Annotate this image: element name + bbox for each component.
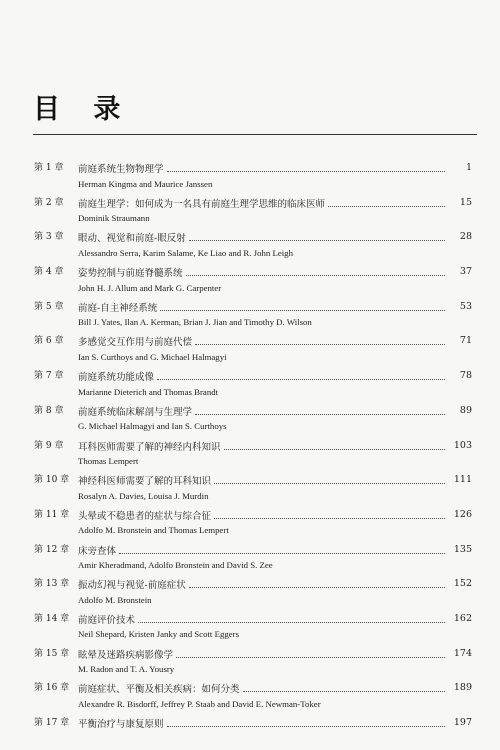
dot-leader (328, 195, 445, 207)
page-number: 197 (453, 717, 472, 728)
page-title: 目 录 (33, 94, 133, 125)
dot-leader (214, 472, 445, 484)
page-number: 103 (453, 439, 472, 451)
toc-entry[interactable] (0, 611, 500, 646)
chapter-number: 第 14 章 (34, 613, 70, 624)
chapter-title[interactable]: 前庭-自主神经系统 (78, 302, 158, 314)
toc-entry[interactable] (0, 333, 500, 368)
chapter-number: 第 16 章 (34, 683, 70, 694)
toc-entry[interactable] (0, 160, 500, 195)
chapter-authors: Marianne Dieterich and Thomas Brandt (78, 386, 219, 397)
chapter-number: 第 2 章 (34, 197, 64, 208)
chapter-authors: M. Radon and T. A. Yousry (78, 664, 175, 675)
toc-entry[interactable] (0, 472, 500, 507)
chapter-title[interactable]: 姿势控制与前庭脊髓系统 (78, 268, 183, 280)
chapter-title[interactable]: 头晕或不稳患者的症状与综合征 (78, 510, 212, 522)
dot-leader (214, 507, 445, 519)
toc-entry[interactable] (0, 646, 500, 681)
dot-leader (243, 680, 445, 692)
chapter-authors: Alessandro Serra, Karim Salame, Ke Liao and R. John Leigh (78, 247, 293, 258)
chapter-number: 第 15 章 (34, 648, 70, 659)
chapter-number: 第 12 章 (34, 544, 70, 555)
toc-entry[interactable] (0, 680, 500, 715)
title-divider (33, 134, 477, 135)
dot-leader (167, 715, 445, 727)
page-number: 15 (459, 196, 472, 208)
toc-entry[interactable] (0, 715, 500, 750)
chapter-title[interactable]: 前庭生理学：如何成为一名具有前庭生理学思维的临床医师 (78, 198, 326, 210)
chapter-authors: Dominik Straumann (78, 213, 150, 224)
dot-leader (176, 646, 445, 658)
page-number: 78 (459, 370, 472, 382)
chapter-authors: Ian S. Curthoys and G. Michael Halmagyi (78, 351, 227, 362)
page-number: 135 (453, 543, 472, 555)
page-number: 189 (453, 682, 472, 694)
page-number: 71 (459, 335, 472, 347)
chapter-authors: G. Michael Halmagyi and Ian S. Curthoys (78, 421, 227, 432)
chapter-number: 第 3 章 (34, 232, 64, 243)
chapter-title[interactable]: 神经科医师需要了解的耳科知识 (78, 476, 212, 488)
chapter-authors: Adolfo M. Bronstein (78, 594, 152, 605)
page-number: 111 (453, 474, 472, 486)
chapter-number: 第 10 章 (34, 475, 70, 486)
chapter-number: 第 9 章 (34, 440, 64, 451)
chapter-number: 第 13 章 (34, 579, 70, 590)
toc-entry[interactable] (0, 229, 500, 264)
chapter-authors: Rosalyn A. Davies, Louisa J. Murdin (78, 490, 209, 501)
chapter-number: 第 6 章 (34, 336, 64, 347)
chapter-number: 第 1 章 (34, 163, 64, 173)
dot-leader (157, 368, 445, 380)
chapter-title[interactable]: 平衡治疗与康复原则 (78, 719, 164, 730)
page-number: 37 (459, 266, 472, 278)
chapter-authors: John H. J. Allum and Mark G. Carpenter (78, 282, 222, 293)
chapter-authors: Adolfo M. Bronstein and Thomas Lempert (78, 525, 229, 536)
chapter-title[interactable]: 前庭评价技术 (78, 614, 136, 626)
chapter-number: 第 5 章 (34, 301, 64, 312)
dot-leader (195, 403, 445, 415)
toc-entry[interactable] (0, 542, 500, 577)
dot-leader (189, 576, 445, 588)
toc-entry[interactable] (0, 195, 500, 230)
chapter-title[interactable]: 前庭系统生物物理学 (78, 164, 164, 175)
chapter-authors: Amir Kheradmand, Adolfo Bronstein and David S. Zee (78, 560, 273, 571)
dot-leader (138, 611, 445, 623)
toc-entry[interactable] (0, 368, 500, 403)
page-number: 28 (459, 231, 472, 243)
dot-leader (195, 333, 445, 345)
toc-list (0, 160, 500, 750)
page-number: 89 (459, 404, 472, 416)
chapter-number: 第 8 章 (34, 405, 64, 416)
dot-leader (189, 229, 445, 241)
chapter-number: 第 7 章 (34, 371, 64, 382)
dot-leader (167, 160, 445, 172)
chapter-title[interactable]: 眩晕及迷路疾病影像学 (78, 649, 174, 661)
page-number: 53 (459, 300, 472, 312)
page-number: 126 (453, 508, 472, 520)
toc-entry[interactable] (0, 438, 500, 473)
chapter-title[interactable]: 前庭系统功能成像 (78, 372, 155, 384)
chapter-authors: Thomas Lempert (78, 456, 139, 466)
page-number: 162 (453, 612, 472, 624)
dot-leader (186, 264, 445, 276)
chapter-authors: Herman Kingma and Maurice Janssen (78, 178, 213, 189)
page-number: 1 (465, 162, 472, 173)
toc-entry[interactable] (0, 299, 500, 334)
chapter-title[interactable]: 振动幻视与视觉-前庭症状 (78, 580, 186, 592)
chapter-title[interactable]: 前庭系统临床解剖与生理学 (78, 406, 193, 418)
chapter-title[interactable]: 前庭症状、平衡及相关疾病：如何分类 (78, 684, 240, 696)
chapter-title[interactable]: 多感觉交互作用与前庭代偿 (78, 337, 193, 349)
chapter-authors: Neil Shepard, Kristen Janky and Scott Eggers (78, 629, 239, 640)
chapter-number: 第 11 章 (34, 509, 70, 520)
chapter-number: 第 4 章 (34, 267, 64, 278)
chapter-authors: Bill J. Yates, Ilan A. Kerman, Brian J. Jian and Timothy D. Wilson (78, 317, 312, 328)
chapter-title[interactable]: 耳科医师需要了解的神经内科知识 (78, 441, 221, 453)
chapter-title[interactable]: 床旁查体 (78, 545, 117, 557)
toc-entry[interactable] (0, 507, 500, 542)
dot-leader (224, 438, 445, 450)
toc-entry[interactable] (0, 403, 500, 438)
toc-entry[interactable] (0, 264, 500, 299)
chapter-number: 第 17 章 (34, 718, 70, 728)
dot-leader (119, 542, 445, 554)
chapter-authors: Alexandre R. Bisdorff, Jeffrey P. Staab and David E. Newman-Toker (78, 698, 321, 709)
page-number: 152 (453, 578, 472, 590)
chapter-title[interactable]: 眼动、视觉和前庭-眼反射 (78, 233, 186, 245)
page-number: 174 (453, 647, 472, 659)
toc-entry[interactable] (0, 576, 500, 611)
dot-leader (160, 299, 445, 311)
